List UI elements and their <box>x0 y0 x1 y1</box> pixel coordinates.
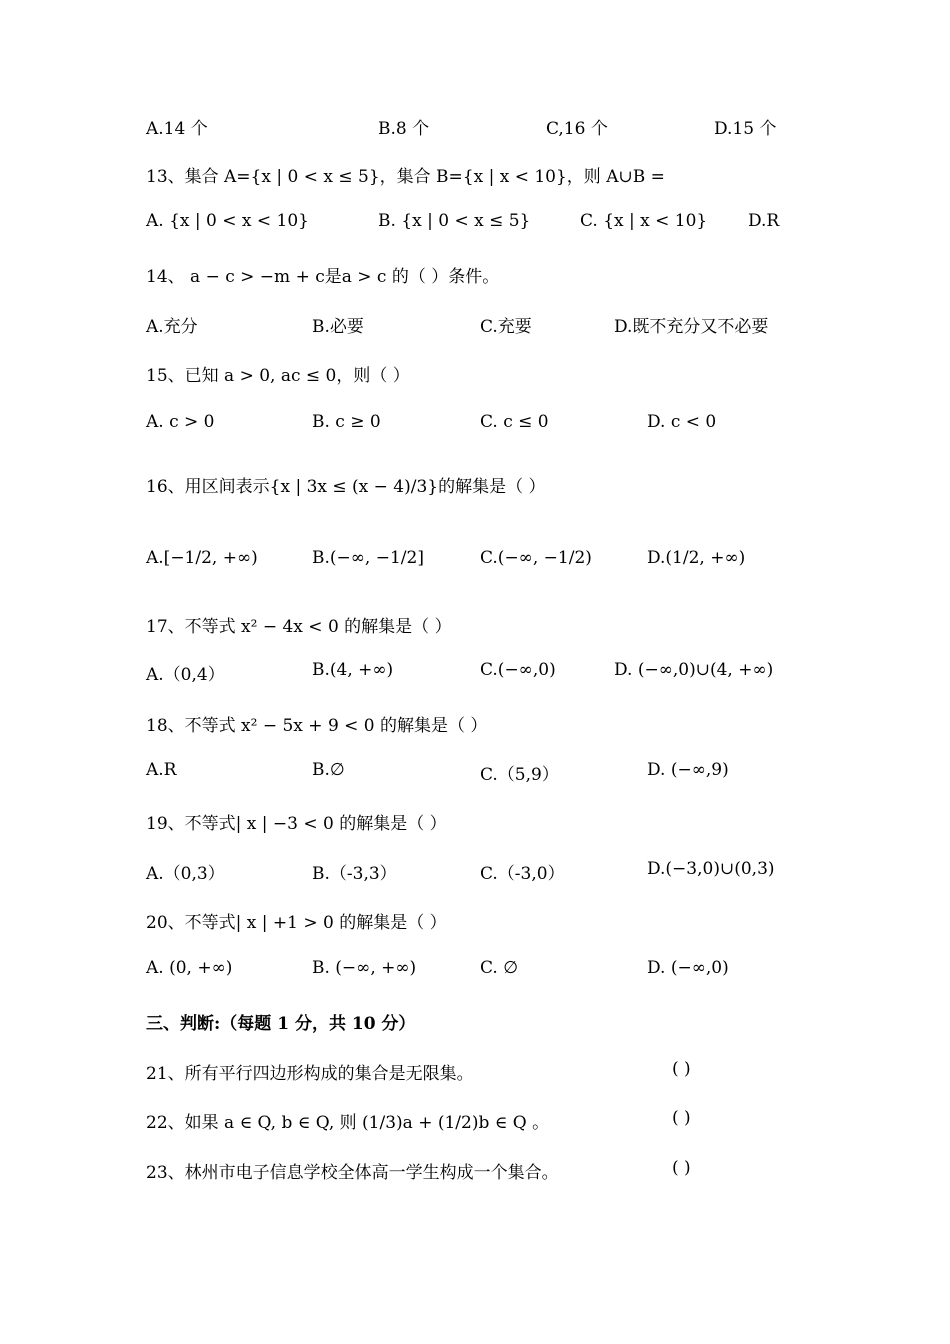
q18-option-b: B.∅ <box>312 760 345 780</box>
q13-option-b: B. {x | 0 < x ≤ 5} <box>378 211 531 231</box>
q16-option-a: A.[−1/2, +∞) <box>146 548 258 568</box>
q20-option-c: C. ∅ <box>480 958 519 978</box>
q21-stem: 21、所有平行四边形构成的集合是无限集。 <box>146 1064 474 1084</box>
q15-option-c: C. c ≤ 0 <box>480 412 549 432</box>
q23-stem: 23、林州市电子信息学校全体高一学生构成一个集合。 <box>146 1163 559 1183</box>
q16-option-c: C.(−∞, −1/2) <box>480 548 592 568</box>
q17-stem: 17、不等式 x² − 4x < 0 的解集是（ ） <box>146 617 452 637</box>
q20-option-a: A. (0, +∞) <box>146 958 233 978</box>
q15-option-b: B. c ≥ 0 <box>312 412 381 432</box>
q14-option-b: B.必要 <box>312 317 364 337</box>
q12-option-b: B.8 个 <box>378 119 430 139</box>
q23-answer-blank[interactable]: ( ) <box>672 1158 691 1178</box>
q17-option-b: B.(4, +∞) <box>312 660 394 680</box>
q12-option-d: D.15 个 <box>714 119 777 139</box>
q15-option-a: A. c > 0 <box>146 412 215 432</box>
q18-option-c: C.（5,9） <box>480 765 559 785</box>
q13-option-d: D.R <box>748 211 780 231</box>
q13-stem: 13、集合 A={x | 0 < x ≤ 5}，集合 B={x | x < 10}，则 A∪B = <box>146 167 665 187</box>
q19-option-b: B.（-3,3） <box>312 864 397 884</box>
section-3-heading: 三、判断:（每题 1 分，共 10 分） <box>146 1014 416 1034</box>
q22-answer-blank[interactable]: ( ) <box>672 1108 691 1128</box>
q14-option-d: D.既不充分又不必要 <box>614 317 769 337</box>
q16-option-d: D.(1/2, +∞) <box>647 548 746 568</box>
q20-option-d: D. (−∞,0) <box>647 958 729 978</box>
q19-stem: 19、不等式| x | −3 < 0 的解集是（ ） <box>146 814 447 834</box>
q18-option-d: D. (−∞,9) <box>647 760 729 780</box>
q17-option-c: C.(−∞,0) <box>480 660 556 680</box>
q15-stem: 15、已知 a > 0, ac ≤ 0，则（ ） <box>146 366 410 386</box>
q13-option-a: A. {x | 0 < x < 10} <box>146 211 309 231</box>
q14-stem: 14、 a − c > −m + c是a > c 的（ ）条件。 <box>146 267 500 287</box>
q21-answer-blank[interactable]: ( ) <box>672 1059 691 1079</box>
q12-option-c: C,16 个 <box>546 119 608 139</box>
q19-option-a: A.（0,3） <box>146 864 225 884</box>
q19-option-d: D.(−3,0)∪(0,3) <box>647 859 775 879</box>
q17-option-a: A.（0,4） <box>146 665 225 685</box>
q19-option-c: C.（-3,0） <box>480 864 565 884</box>
q15-option-d: D. c < 0 <box>647 412 717 432</box>
q20-stem: 20、不等式| x | +1 > 0 的解集是（ ） <box>146 913 447 933</box>
q22-stem: 22、如果 a ∈ Q, b ∈ Q, 则 (1/3)a + (1/2)b ∈ Q 。 <box>146 1113 550 1133</box>
q18-stem: 18、不等式 x² − 5x + 9 < 0 的解集是（ ） <box>146 716 488 736</box>
q16-option-b: B.(−∞, −1/2] <box>312 548 424 568</box>
q18-option-a: A.R <box>146 760 177 780</box>
q16-stem: 16、用区间表示{x | 3x ≤ (x − 4)/3}的解集是（ ） <box>146 477 546 497</box>
q20-option-b: B. (−∞, +∞) <box>312 958 417 978</box>
q13-option-c: C. {x | x < 10} <box>580 211 708 231</box>
q14-option-c: C.充要 <box>480 317 532 337</box>
q14-option-a: A.充分 <box>146 317 198 337</box>
q17-option-d: D. (−∞,0)∪(4, +∞) <box>614 660 774 680</box>
q12-option-a: A.14 个 <box>146 119 208 139</box>
